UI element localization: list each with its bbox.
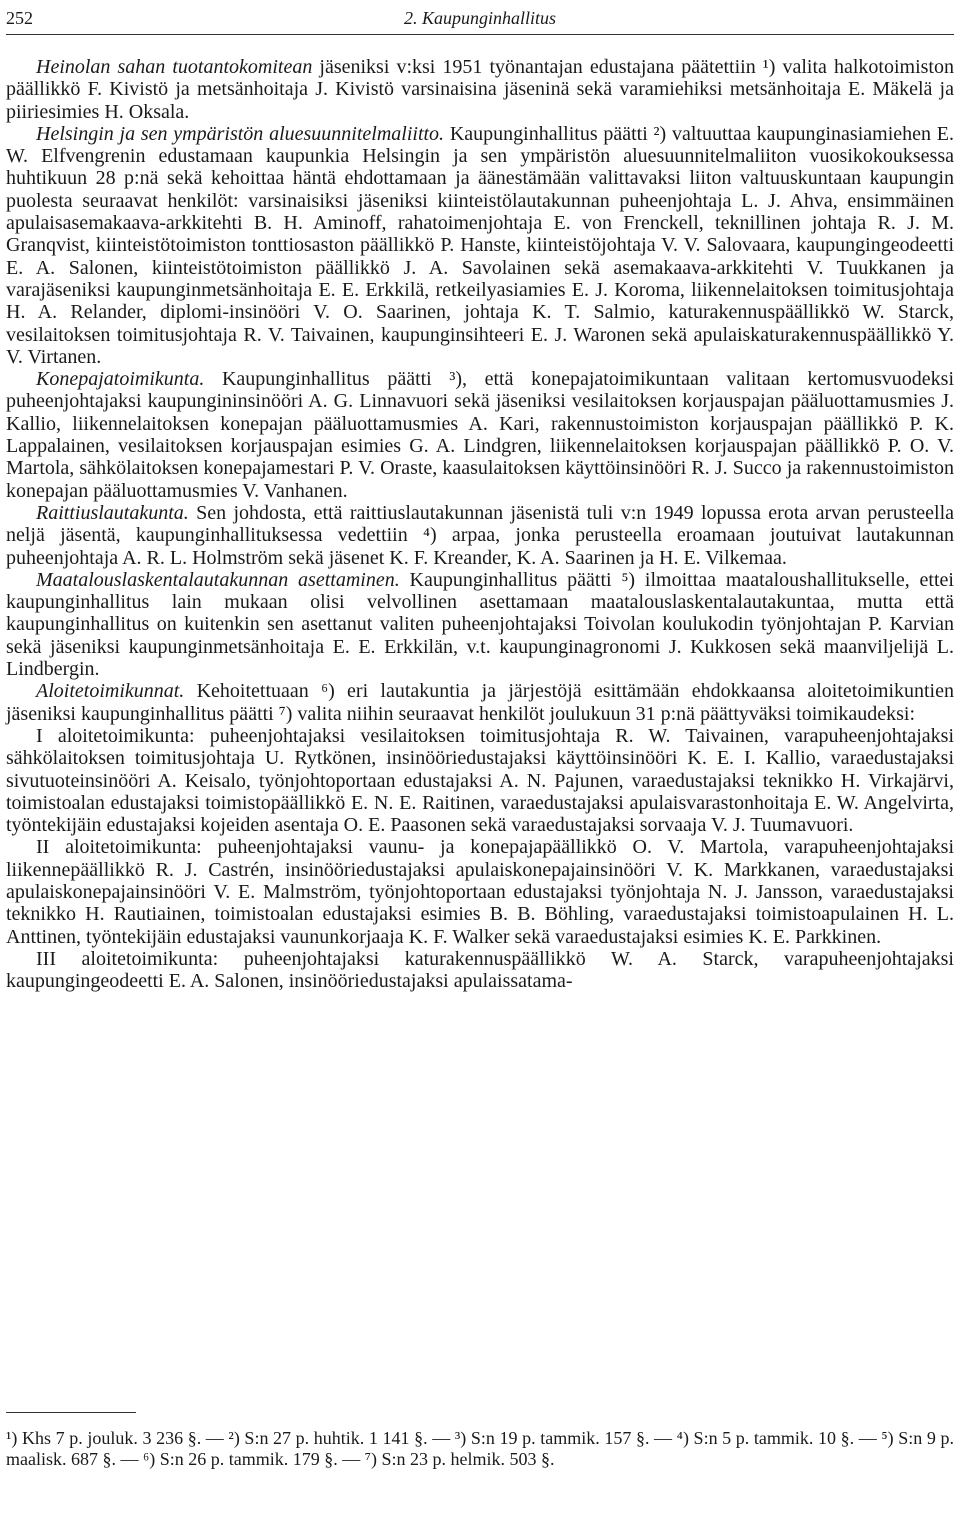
- paragraph-text: Sen johdosta, että raittiuslautakunnan jäsenistä tuli v:n 1949 lopussa erota arvan perusteella neljä jäsentä, kaupunginhallituksessa vedettiin ⁴) arpaa, jonka perusteella eroamaan joutuivat lautakunnan puheenjohtaja A. R. L. Holmström sekä jäsenet K. F. Kreander, K. A. Saarinen ja H. E. Vilkemaa.: [6, 501, 954, 569]
- body-text: [6, 56, 954, 992]
- paragraph: [6, 725, 954, 836]
- footnote-divider: [6, 1412, 136, 1413]
- paragraph: [6, 680, 954, 725]
- paragraph-text: Kaupunginhallitus päätti ²) valtuuttaa kaupunginasiamiehen E. W. Elfvengrenin edustamaan kaupunkia Helsingin ja sen ympäristön aluesuunnitelmaliiton vuosikokouksessa huhtikuun 28 p:nä sekä kehoittaa häntä ehdottamaan ja äänestämään valittavaksi liiton valtuuskuntaan kaupungin puolesta seuraavat henkilöt: varsinaisiksi jäseniksi kiinteistölautakunnan puheenjohtaja L. J. Ahva, ensimmäinen apulaisasemakaava-arkkitehti B. H. Aminoff, rahatoimenjohtaja E. von Frenckell, teknillinen johtaja R. J. M. Granqvist, kiinteistötoimiston tonttiosaston päällikkö P. Hanste, kiinteistöjohtaja V. V. Salovaara, kaupungingeodeetti E. A. Salonen, kiinteistötoimiston päällikkö J. A. Savolainen sekä asemakaava-arkkitehti V. Tuukkanen ja varajäseniksi kaupunginmetsänhoitaja E. E. Erkkilä, retkeilyasiamies E. J. Koroma, liikennelaitoksen toimitusjohtaja H. A. Relander, diplomi-insinööri V. O. Saarinen, johtaja K. T. Salmio, katurakennuspäällikkö W. Starck, vesilaitoksen toimitusjohtaja R. V. Taivainen, kaupunginsihteeri E. J. Waronen sekä apulaiskaturakennuspäällikkö Y. V. Virtanen.: [6, 122, 954, 368]
- running-header: [6, 8, 954, 35]
- section-lead: Konepajatoimikunta.: [36, 368, 205, 391]
- section-lead: Raittiuslautakunta.: [36, 501, 189, 524]
- paragraph-text: Kaupunginhallitus päätti ³), että konepajatoimikuntaan valitaan kertomusvuodeksi puheenjohtajaksi kaupungininsinööri A. G. Linnavuori sekä jäseniksi vesilaitoksen korjauspajan pääluottamusmies J. Kallio, liikennelaitoksen konepajan pääluottamusmies A. Kari, rakennustoimiston korjauspajan päällikkö P. K. Lappalainen, vesilaitoksen korjauspajan esimies G. A. Lindgren, liikennelaitoksen korjauspajan päällikkö P. O. V. Martola, sähkölaitoksen konepajamestari P. V. Oraste, kaasulaitoksen käyttöinsinööri R. J. Succo ja rakennustoimiston konepajan pääluottamusmies V. Vanhanen.: [6, 368, 954, 502]
- section-lead: Aloitetoimikunnat.: [36, 680, 185, 703]
- paragraph-text: III aloitetoimikunta: puheenjohtajaksi katurakennuspäällikkö W. A. Starck, varapuheenjohtajaksi kaupungingeodeetti E. A. Salonen, insinööriedustajaksi apulaissatama-: [6, 947, 954, 993]
- paragraph-text: Kaupunginhallitus päätti ⁵) ilmoittaa maataloushallitukselle, ettei kaupunginhallitus lain mukaan olisi velvollinen asettamaan maatalouslaskentalautakuntaa, mutta että kaupunginhallitus on kuitenkin sen asettanut valiten puheenjohtajaksi Toivolan koulukodin työnjohtajan P. Karvian sekä jäseniksi kaupunginmetsänhoitaja E. E. Erkkilän, v.t. kaupunginagronomi J. Kukkosen sekä maanviljelijä L. Lindbergin.: [6, 568, 954, 681]
- paragraph-text: jäseniksi v:ksi 1951 työnantajan edustajana päätettiin ¹) valita halkotoimiston päällikkö F. Kivistö ja metsänhoitaja J. Kivistö varsinaisina jäseninä sekä varamiehiksi metsänhoitaja E. Mäkelä ja piiriesimies H. Oksala.: [6, 56, 954, 123]
- paragraph: [6, 948, 954, 993]
- paragraph: [6, 569, 954, 680]
- page-number: 252: [6, 8, 33, 28]
- paragraph-text: II aloitetoimikunta: puheenjohtajaksi vaunu- ja konepajapäällikkö O. V. Martola, varapuheenjohtajaksi liikennepäällikkö R. J. Castrén, insinööriedustajaksi apulaiskonepajainsinööri V. K. Markkanen, varaedustajaksi apulaiskonepajainsinööri V. E. Malmström, työnjohtoportaan edustajaksi työnjohtaja N. J. Jansson, varaedustajaksi teknikko H. Rautiainen, toimistoalan edustajaksi esimies B. B. Böhling, varaedustajaksi toimistoapulainen H. L. Anttinen, työntekijäin edustajaksi vaununkorjaaja K. F. Walker sekä varaedustajaksi esimies K. E. Parkkinen.: [6, 836, 954, 948]
- paragraph: [6, 368, 954, 502]
- paragraph-text: I aloitetoimikunta: puheenjohtajaksi vesilaitoksen toimitusjohtaja R. W. Taivainen, varapuheenjohtajaksi sähkölaitoksen toimitusjohtaja U. Rytkönen, insinööriedustajaksi käyttöinsinööri K. E. I. Kallio, varaedustajaksi sivutuoteinsinööri A. Keisalo, työnjohtoportaan edustajaksi A. N. Pajunen, varaedustajaksi teknikko H. Virkajärvi, toimistoalan edustajaksi toimistopäällikkö E. N. E. Raitinen, varaedustajaksi apulaisvarastonhoitaja E. W. Angelvirta, työntekijäin edustajaksi kojeiden asentaja O. E. Paasonen sekä varaedustajaksi sorvaaja V. J. Tuumavuori.: [6, 724, 954, 837]
- paragraph: [6, 836, 954, 947]
- footnote-text: ¹) Khs 7 p. jouluk. 3 236 §. — ²) S:n 27 p. huhtik. 1 141 §. — ³) S:n 19 p. tammik. 157 §. — ⁴) S:n 5 p. tammik. 10 §. — ⁵) S:n 9 p. maalisk. 687 §. — ⁶) S:n 26 p. tammik. 179 §. — ⁷) S:n 23 p. helmik. 503 §.: [6, 1428, 954, 1469]
- section-lead: Heinolan sahan tuotantokomitean: [36, 56, 313, 78]
- paragraph-text: Kehoitettuaan ⁶) eri lautakuntia ja järjestöjä esittämään ehdokkaansa aloitetoimikuntien jäseniksi kaupunginhallitus päätti ⁷) valita niihin seuraavat henkilöt joulukuun 31 p:nä päättyväksi toimikaudeksi:: [6, 680, 954, 725]
- paragraph: [6, 502, 954, 569]
- running-title: 2. Kaupunginhallitus: [403, 8, 556, 28]
- paragraph: [6, 123, 954, 368]
- paragraph: [6, 56, 954, 123]
- footnotes: [6, 1428, 954, 1470]
- section-lead: Maatalouslaskentalautakunnan asettaminen.: [36, 568, 400, 591]
- section-lead: Helsingin ja sen ympäristön aluesuunnitelmaliitto.: [36, 122, 445, 145]
